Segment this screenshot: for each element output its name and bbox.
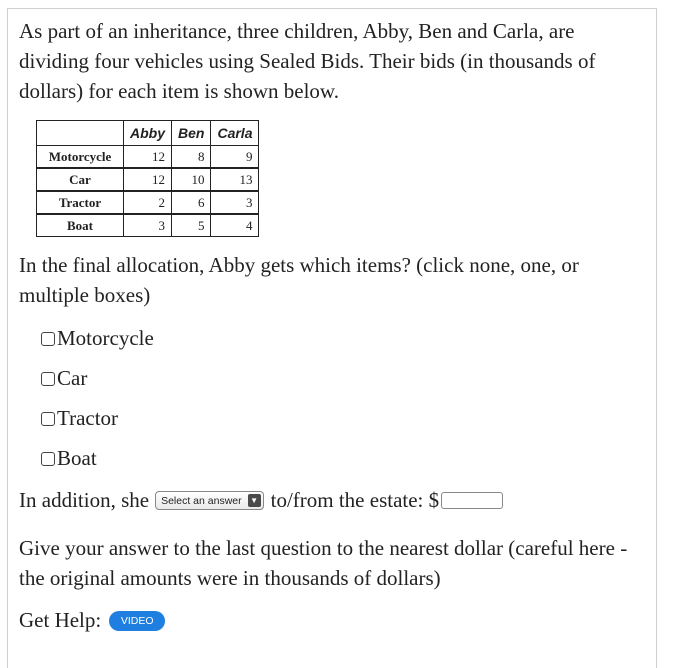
- option-label: Tractor: [57, 406, 119, 430]
- checkbox-tractor[interactable]: [41, 412, 55, 426]
- option-label: Motorcycle: [57, 326, 154, 350]
- bid-cell: 3: [211, 191, 259, 214]
- row-item: Tractor: [37, 191, 124, 214]
- option-motorcycle[interactable]: [41, 326, 154, 351]
- bid-cell: 6: [172, 191, 211, 214]
- checkbox-car[interactable]: [41, 372, 55, 386]
- checkbox-boat[interactable]: [41, 452, 55, 466]
- video-button[interactable]: VIDEO: [109, 611, 165, 631]
- header-ben: Ben: [172, 121, 211, 146]
- bid-cell: 12: [124, 168, 172, 191]
- table-header-row: [37, 121, 259, 146]
- table-corner: [37, 121, 124, 146]
- dollar-amount-input[interactable]: [441, 492, 503, 509]
- addition-suffix: to/from the estate: $: [270, 488, 440, 512]
- answer-select[interactable]: [155, 491, 264, 510]
- option-tractor[interactable]: [41, 406, 118, 431]
- row-item: Car: [37, 168, 124, 191]
- table-row: [37, 146, 259, 169]
- bid-cell: 2: [124, 191, 172, 214]
- intro-text: As part of an inheritance, three children, Abby, Ben and Carla, are dividing four vehicles using Sealed Bids. Their bids (in thousands of dollars) for each item is shown below.: [19, 19, 596, 103]
- option-car[interactable]: [41, 366, 87, 391]
- bid-cell: 5: [172, 214, 211, 237]
- row-item: Motorcycle: [37, 146, 124, 169]
- chevron-down-icon: ▼: [248, 494, 261, 507]
- select-label: Select an answer: [161, 494, 242, 507]
- bids-table: [36, 120, 259, 237]
- table-row: [37, 191, 259, 214]
- allocation-question: In the final allocation, Abby gets which items? (click none, one, or multiple boxes): [19, 253, 579, 307]
- bid-cell: 10: [172, 168, 211, 191]
- addition-line: [19, 488, 503, 513]
- table-row: [37, 214, 259, 237]
- bid-cell: 4: [211, 214, 259, 237]
- option-label: Car: [57, 366, 88, 390]
- bid-cell: 8: [172, 146, 211, 169]
- bid-cell: 9: [211, 146, 259, 169]
- bid-cell: 3: [124, 214, 172, 237]
- bid-cell: 12: [124, 146, 172, 169]
- bid-cell: 13: [211, 168, 259, 191]
- option-boat[interactable]: [41, 446, 97, 471]
- rounding-instruction: Give your answer to the last question to the nearest dollar (careful here - the original amounts were in thousands of dollars): [19, 536, 628, 590]
- header-abby: Abby: [124, 121, 172, 146]
- table-row: [37, 168, 259, 191]
- help-label: Get Help:: [19, 608, 102, 632]
- addition-prefix: In addition, she: [19, 488, 150, 512]
- checkbox-motorcycle[interactable]: [41, 332, 55, 346]
- row-item: Boat: [37, 214, 124, 237]
- get-help: [19, 608, 165, 633]
- header-carla: Carla: [211, 121, 259, 146]
- option-label: Boat: [57, 446, 97, 470]
